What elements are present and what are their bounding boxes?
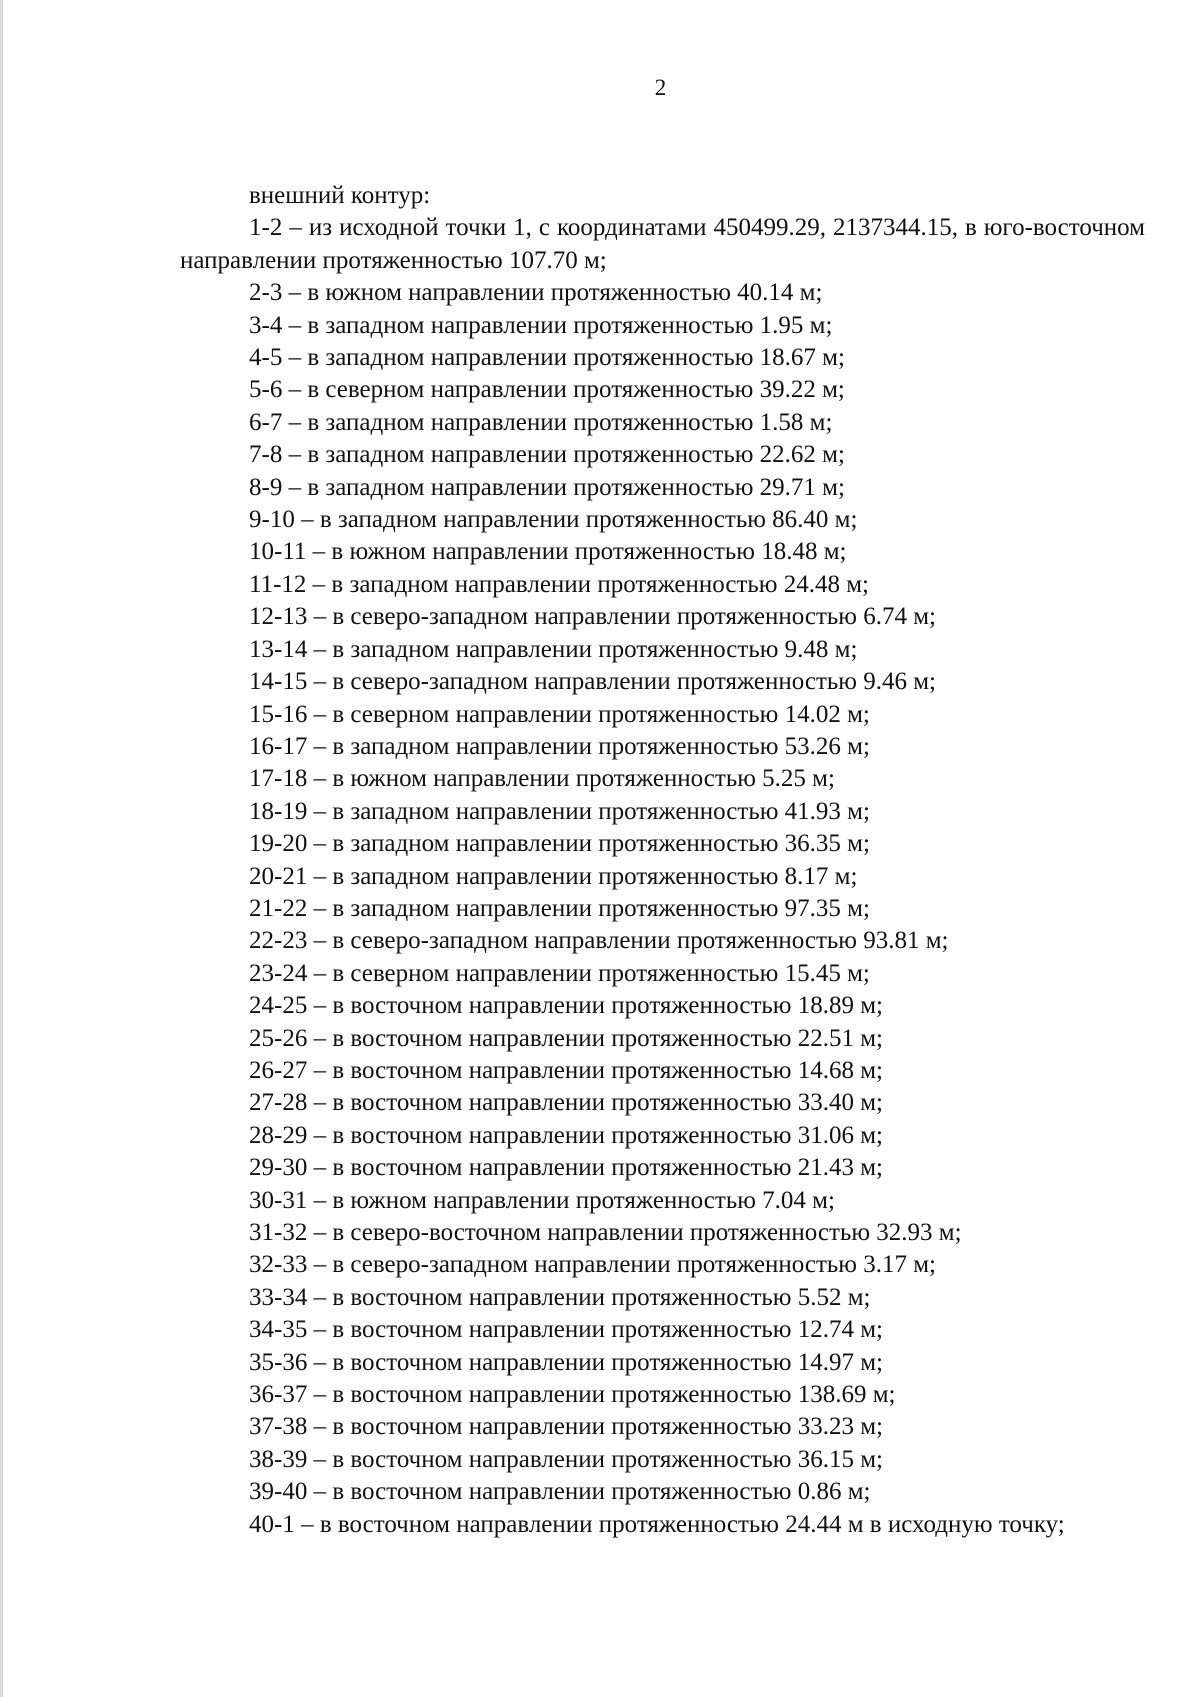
document-body (180, 180, 1145, 1541)
list-item: 14-15 – в северо-западном направлении протяженностью 9.46 м; (249, 668, 936, 696)
list-item: 2-3 – в южном направлении протяженностью 40.14 м; (249, 279, 823, 307)
list-item: 39-40 – в восточном направлении протяженностью 0.86 м; (249, 1478, 871, 1506)
list-item: 37-38 – в восточном направлении протяженностью 33.23 м; (249, 1413, 883, 1441)
scan-left-edge (0, 0, 3, 1697)
list-item: 27-28 – в восточном направлении протяженностью 33.40 м; (249, 1089, 883, 1117)
list-item: 31-32 – в северо-восточном направлении протяженностью 32.93 м; (249, 1219, 962, 1246)
list-item: 33-34 – в восточном направлении протяженностью 5.52 м; (249, 1283, 871, 1311)
list-item: 22-23 – в северо-западном направлении протяженностью 93.81 м; (249, 927, 949, 955)
list-item: 11-12 – в западном направлении протяженностью 24.48 м; (249, 570, 869, 598)
list-item: 21-22 – в западном направлении протяженностью 97.35 м; (249, 894, 870, 922)
list-item: 7-8 – в западном направлении протяженностью 22.62 м; (249, 441, 845, 469)
list-item: 10-11 – в южном направлении протяженностью 18.48 м; (249, 538, 847, 566)
list-item: 34-35 – в восточном направлении протяженностью 12.74 м; (249, 1316, 883, 1344)
list-item: 20-21 – в западном направлении протяженностью 8.17 м; (249, 862, 858, 890)
list-item: 38-39 – в восточном направлении протяженностью 36.15 м; (249, 1445, 883, 1473)
list-item: 17-18 – в южном направлении протяженностью 5.25 м; (249, 765, 835, 793)
list-item: 6-7 – в западном направлении протяженностью 1.58 м; (249, 408, 833, 436)
list-item: 5-6 – в северном направлении протяженностью 39.22 м; (249, 376, 845, 404)
list-item: 18-19 – в западном направлении протяженностью 41.93 м; (249, 797, 870, 825)
list-item: 29-30 – в восточном направлении протяженностью 21.43 м; (249, 1154, 883, 1182)
list-item: 15-16 – в северном направлении протяженностью 14.02 м; (249, 700, 870, 728)
list-item: 24-25 – в восточном направлении протяженностью 18.89 м; (249, 992, 883, 1020)
entries-list (180, 277, 1145, 1508)
list-item: 23-24 – в северном направлении протяженностью 15.45 м; (249, 959, 870, 987)
list-item: 19-20 – в западном направлении протяженностью 36.35 м; (249, 830, 870, 858)
list-item: 28-29 – в восточном направлении протяженностью 31.06 м; (249, 1121, 883, 1149)
last-entry: 40-1 – в восточном направлении протяженностью 24.44 м в исходную точку; (249, 1510, 1065, 1538)
first-entry: 1-2 – из исходной точки 1, с координатами 450499.29, 2137344.15, в юго-восточном направлении протяженностью 107.70 м; (180, 214, 1145, 274)
list-item: 16-17 – в западном направлении протяженностью 53.26 м; (249, 732, 870, 760)
list-item: 25-26 – в восточном направлении протяженностью 22.51 м; (249, 1024, 883, 1052)
section-heading: внешний контур: (249, 182, 431, 209)
list-item: 9-10 – в западном направлении протяженностью 86.40 м; (249, 506, 858, 534)
list-item: 35-36 – в восточном направлении протяженностью 14.97 м; (249, 1348, 883, 1376)
list-item: 3-4 – в западном направлении протяженностью 1.95 м; (249, 311, 833, 339)
list-item: 26-27 – в восточном направлении протяженностью 14.68 м; (249, 1056, 883, 1084)
list-item: 32-33 – в северо-западном направлении протяженностью 3.17 м; (249, 1251, 936, 1279)
list-item: 36-37 – в восточном направлении протяженностью 138.69 м; (249, 1381, 896, 1409)
list-item: 4-5 – в западном направлении протяженностью 18.67 м; (249, 344, 845, 372)
page-number: 2 (654, 75, 667, 100)
list-item: 30-31 – в южном направлении протяженностью 7.04 м; (249, 1186, 835, 1214)
list-item: 13-14 – в западном направлении протяженностью 9.48 м; (249, 635, 858, 663)
list-item: 12-13 – в северо-западном направлении протяженностью 6.74 м; (249, 603, 936, 631)
list-item: 8-9 – в западном направлении протяженностью 29.71 м; (249, 473, 845, 501)
